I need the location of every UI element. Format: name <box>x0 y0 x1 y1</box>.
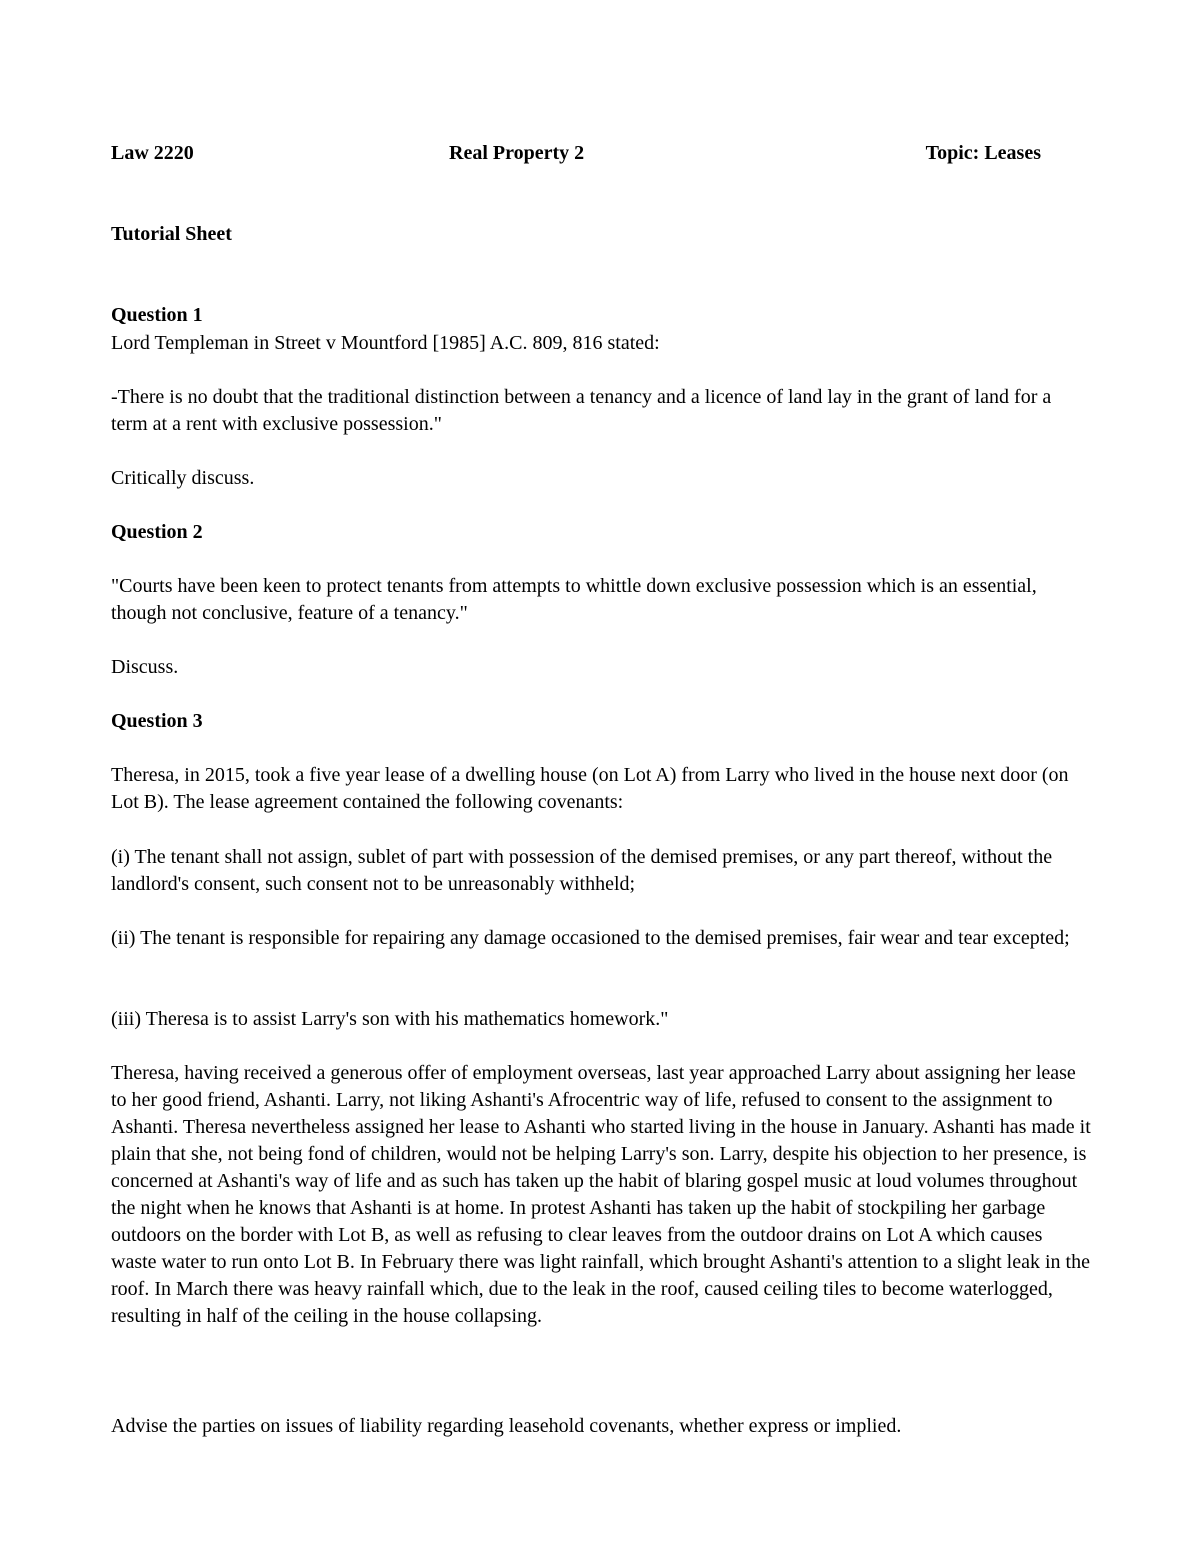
question-1-intro: Lord Templeman in Street v Mountford [1985] A.C. 809, 816 stated: <box>111 332 660 354</box>
question-2-quote: "Courts have been keen to protect tenants from attempts to whittle down exclusive possession which is an essential, though not conclusive, feature of a tenancy." <box>111 575 1037 624</box>
course-title: Real Property 2 <box>449 142 585 164</box>
covenant-3: (iii) Theresa is to assist Larry's son with his mathematics homework." <box>111 1008 669 1030</box>
covenant-2: (ii) The tenant is responsible for repairing any damage occasioned to the demised premises, fair wear and tear excepted; <box>111 927 1070 949</box>
covenant-1: (i) The tenant shall not assign, sublet of part with possession of the demised premises, or any part thereof, without the landlord's consent, such consent not to be unreasonably withheld; <box>111 846 1053 895</box>
question-3-heading: Question 3 <box>111 710 203 732</box>
question-3-instruction: Advise the parties on issues of liability regarding leasehold covenants, whether express or implied. <box>111 1415 902 1437</box>
question-1-instruction: Critically discuss. <box>111 467 255 489</box>
document-header <box>111 140 1041 167</box>
question-1-heading: Question 1 <box>111 304 203 326</box>
question-2-heading: Question 2 <box>111 521 203 543</box>
question-1-quote: -There is no doubt that the traditional distinction between a tenancy and a licence of land lay in the grant of land for a term at a rent with exclusive possession." <box>111 386 1052 435</box>
course-code: Law 2220 <box>111 142 194 164</box>
question-3-facts: Theresa, having received a generous offer of employment overseas, last year approached Larry about assigning her lease to her good friend, Ashanti. Larry, not liking Ashanti's Afrocentric way of life, refused to consent to the assignment to Ashanti. Theresa nevertheless assigned her lease to Ashanti who started living in the house in January. Ashanti has made it plain that she, not being fond of children, would not be helping Larry's son. Larry, despite his objection to her presence, is concerned at Ashanti's way of life and as such has taken up the habit of blaring gospel music at loud volumes throughout the night when he knows that Ashanti is at home. In protest Ashanti has taken up the habit of stockpiling her garbage outdoors on the border with Lot B, as well as refusing to clear leaves from the outdoor drains on Lot A which causes waste water to run onto Lot B. In February there was light rainfall, which brought Ashanti's attention to a slight leak in the roof. In March there was heavy rainfall which, due to the leak in the roof, caused ceiling tiles to become waterlogged, resulting in half of the ceiling in the house collapsing. <box>111 1062 1091 1327</box>
sheet-title: Tutorial Sheet <box>111 223 232 245</box>
question-2-instruction: Discuss. <box>111 656 179 678</box>
topic-label: Topic: Leases <box>925 142 1041 164</box>
question-3-intro: Theresa, in 2015, took a five year lease of a dwelling house (on Lot A) from Larry who lived in the house next door (on Lot B). The lease agreement contained the following covenants: <box>111 764 1069 813</box>
